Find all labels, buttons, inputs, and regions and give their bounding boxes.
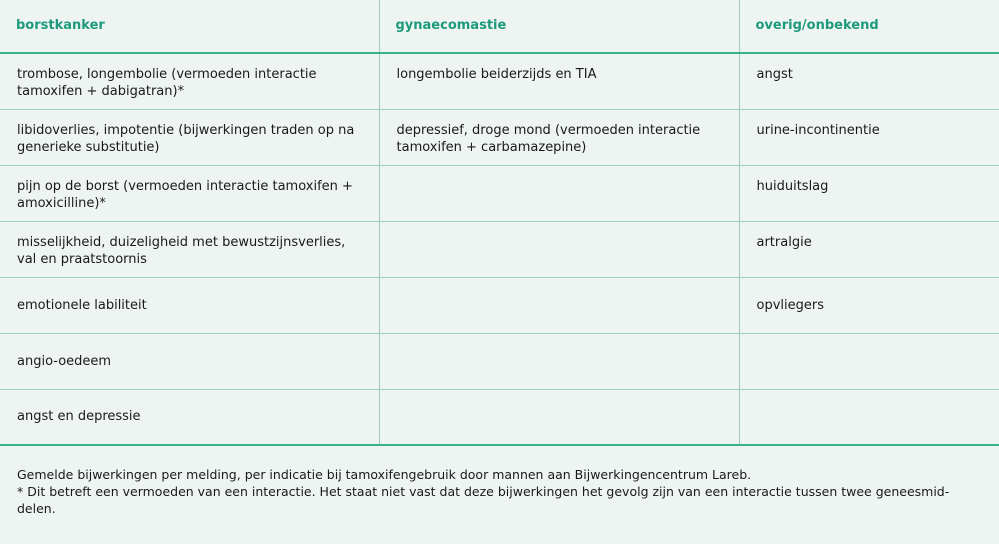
table-row: [0, 53, 999, 109]
table-notes: [17, 466, 987, 517]
cell-other: artralgie: [739, 221, 999, 277]
table-row: [0, 277, 999, 333]
cell-breast-cancer: angio-oedeem: [0, 333, 379, 389]
table-row: [0, 333, 999, 389]
header-gynaecomastia: gynaecomastie: [379, 0, 739, 53]
header-other-unknown: overig/onbekend: [739, 0, 999, 53]
cell-other: [739, 333, 999, 389]
cell-gynaecomastia: longembolie beiderzijds en TIA: [379, 53, 739, 109]
cell-gynaecomastia: [379, 389, 739, 445]
cell-other: angst: [739, 53, 999, 109]
table-footnote: * Dit betreft een vermoeden van een interactie. Het staat niet vast dat deze bijwerkingen het gevolg zijn van een interactie tussen twee geneesmid-delen.: [17, 484, 950, 516]
cell-breast-cancer: misselijkheid, duizeligheid met bewustzijnsverlies, val en praatstoornis: [0, 221, 379, 277]
cell-gynaecomastia: depressief, droge mond (vermoeden interactie tamoxifen + carbamazepine): [379, 109, 739, 165]
cell-gynaecomastia: [379, 165, 739, 221]
table-row: [0, 165, 999, 221]
cell-other: urine-incontinentie: [739, 109, 999, 165]
cell-gynaecomastia: [379, 221, 739, 277]
cell-breast-cancer: pijn op de borst (vermoeden interactie tamoxifen + amoxicilline)*: [0, 165, 379, 221]
cell-breast-cancer: angst en depressie: [0, 389, 379, 445]
table-header-row: [0, 0, 999, 53]
table-row: [0, 389, 999, 445]
cell-other: opvliegers: [739, 277, 999, 333]
cell-breast-cancer: trombose, longembolie (vermoeden interactie tamoxifen + dabigatran)*: [0, 53, 379, 109]
cell-breast-cancer: libidoverlies, impotentie (bijwerkingen traden op na generieke substitutie): [0, 109, 379, 165]
cell-other: huiduitslag: [739, 165, 999, 221]
cell-gynaecomastia: [379, 333, 739, 389]
table-caption: Gemelde bijwerkingen per melding, per indicatie bij tamoxifengebruik door mannen aan Bijwerkingencentrum Lareb.: [17, 467, 752, 482]
table-row: [0, 109, 999, 165]
cell-gynaecomastia: [379, 277, 739, 333]
cell-breast-cancer: emotionele labiliteit: [0, 277, 379, 333]
table-row: [0, 221, 999, 277]
cell-other: [739, 389, 999, 445]
header-breast-cancer: borstkanker: [0, 0, 379, 53]
